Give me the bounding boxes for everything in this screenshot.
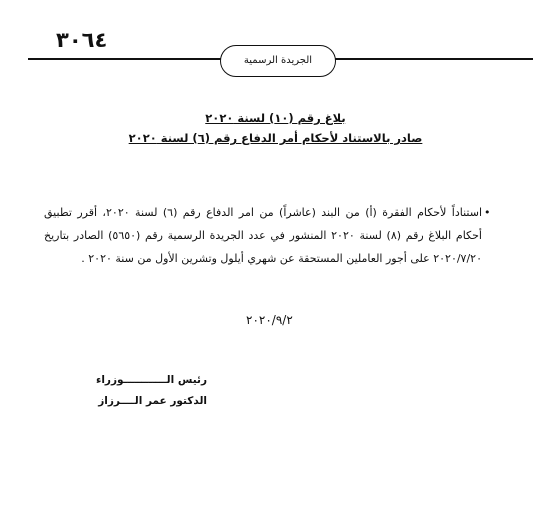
notice-subtitle: صادر بالاستناد لأحكام أمر الدفاع رقم (٦) لسنة ٢٠٢٠ [128,131,423,145]
signatory-name: الدكتور عمر الــــرزاز [98,395,207,407]
gazette-badge [220,45,336,77]
gazette-label: الجريدة الرسمية [243,55,313,66]
notice-body: استناداً لأحكام الفقرة (أ) من البند (عاشراً) من امر الدفاع رقم (٦) لسنة ٢٠٢٠، أقرر تطبيق أحكام البلاغ رقم (٨) لسنة ٢٠٢٠ المنشور في عدد الجريدة الرسمية رقم (٥٦٥٠) الصادر بتاريخ ٢٠٢٠/٧/٢٠ على أجور العاملين المستحقة عن شهري أيلول وتشرين الأول من سنة ٢٠٢٠ . [44,206,483,265]
signatory-title: رئيس الــــــــــــوزراء [95,374,207,386]
notice-title: بلاغ رقم (١٠) لسنة ٢٠٢٠ [205,111,346,125]
issue-date: ٢٠٢٠/٩/٢ [246,313,293,327]
bullet-marker: • [484,206,491,219]
page-number: ٣٠٦٤ [56,28,108,52]
